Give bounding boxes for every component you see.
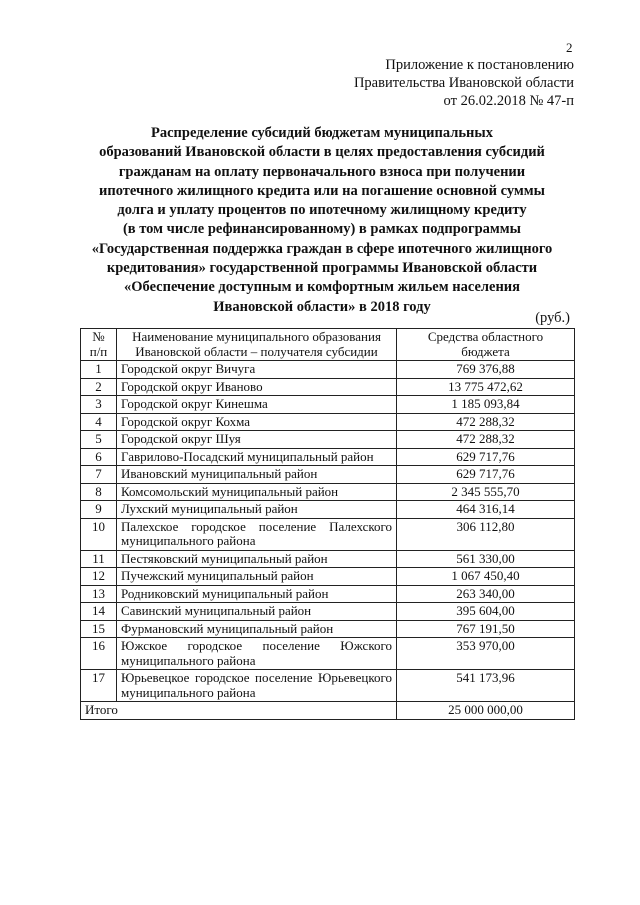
row-amount: 2 345 555,70 [397, 483, 575, 501]
row-number: 14 [81, 603, 117, 621]
appendix-line: Приложение к постановлению [385, 57, 574, 73]
total-amount: 25 000 000,00 [397, 702, 575, 720]
table-row [81, 501, 575, 519]
row-name: Юрьевецкое городское поселение Юрьевецкого муниципального района [117, 670, 397, 702]
table-row [81, 550, 575, 568]
row-amount: 464 316,14 [397, 501, 575, 519]
row-number: 10 [81, 518, 117, 550]
table-row [81, 638, 575, 670]
row-name: Ивановский муниципальный район [117, 466, 397, 484]
row-name: Фурмановский муниципальный район [117, 620, 397, 638]
table-row [81, 413, 575, 431]
title-line: долга и уплату процентов по ипотечному жилищному кредиту [117, 202, 527, 219]
row-number: 11 [81, 550, 117, 568]
row-number: 13 [81, 585, 117, 603]
row-number: 5 [81, 431, 117, 449]
row-amount: 629 717,76 [397, 448, 575, 466]
row-amount: 561 330,00 [397, 550, 575, 568]
title-line: гражданам на оплату первоначального взноса при получении [118, 163, 526, 180]
row-number: 4 [81, 413, 117, 431]
row-amount: 306 112,80 [397, 518, 575, 550]
table-row [81, 361, 575, 379]
row-name: Савинский муниципальный район [117, 603, 397, 621]
title-line: Распределение субсидий бюджетам муниципальных [151, 125, 493, 141]
total-row [81, 702, 575, 720]
header-amount: Средства областного бюджета [397, 329, 575, 361]
row-number: 12 [81, 568, 117, 586]
title-line: образований Ивановской области в целях предоставления субсидий [99, 144, 545, 161]
appendix-line: от 26.02.2018 № 47-п [443, 93, 574, 109]
title-line: ипотечного жилищного кредита или на погашение основной суммы [99, 182, 545, 199]
table-row [81, 518, 575, 550]
row-number: 3 [81, 396, 117, 414]
page-number: 2 [566, 40, 573, 55]
table-row [81, 483, 575, 501]
row-amount: 767 191,50 [397, 620, 575, 638]
table-row [81, 620, 575, 638]
row-number: 2 [81, 378, 117, 396]
row-number: 17 [81, 670, 117, 702]
row-name: Палехское городское поселение Палехского муниципального района [117, 518, 397, 550]
row-name: Гаврилово-Посадский муниципальный район [117, 448, 397, 466]
row-amount: 472 288,32 [397, 413, 575, 431]
row-name: Городской округ Вичуга [117, 361, 397, 379]
row-amount: 353 970,00 [397, 638, 575, 670]
row-amount: 541 173,96 [397, 670, 575, 702]
row-amount: 13 775 472,62 [397, 378, 575, 396]
row-name: Южское городское поселение Южского муниципального района [117, 638, 397, 670]
row-amount: 472 288,32 [397, 431, 575, 449]
table-header-row [81, 329, 575, 361]
table-row [81, 585, 575, 603]
row-amount: 395 604,00 [397, 603, 575, 621]
table-row [81, 670, 575, 702]
row-number: 8 [81, 483, 117, 501]
total-label: Итого [81, 702, 397, 720]
row-name: Городской округ Иваново [117, 378, 397, 396]
row-number: 7 [81, 466, 117, 484]
appendix-block [174, 56, 574, 110]
header-number: № п/п [81, 329, 117, 361]
row-number: 1 [81, 361, 117, 379]
row-number: 15 [81, 620, 117, 638]
row-name: Лухский муниципальный район [117, 501, 397, 519]
row-name: Родниковский муниципальный район [117, 585, 397, 603]
row-name: Городской округ Кинешма [117, 396, 397, 414]
row-name: Пестяковский муниципальный район [117, 550, 397, 568]
row-name: Городской округ Шуя [117, 431, 397, 449]
row-amount: 1 185 093,84 [397, 396, 575, 414]
subsidy-table [80, 328, 575, 720]
title-line: «Обеспечение доступным и комфортным жильем населения [123, 279, 521, 296]
title-line: кредитования» государственной программы Ивановской области [106, 260, 538, 277]
row-name: Пучежский муниципальный район [117, 568, 397, 586]
table-row [81, 448, 575, 466]
table-row [81, 466, 575, 484]
row-amount: 1 067 450,40 [397, 568, 575, 586]
table-row [81, 431, 575, 449]
currency-note: (руб.) [535, 310, 570, 326]
title-line: «Государственная поддержка граждан в сфере ипотечного жилищного [91, 240, 553, 257]
table-row [81, 378, 575, 396]
row-amount: 263 340,00 [397, 585, 575, 603]
appendix-line: Правительства Ивановской области [353, 75, 574, 91]
row-number: 9 [81, 501, 117, 519]
row-amount: 769 376,88 [397, 361, 575, 379]
table-row [81, 568, 575, 586]
title-line: Ивановской области» в 2018 году [213, 298, 431, 315]
table-body [81, 361, 575, 702]
table-row [81, 396, 575, 414]
row-name: Комсомольский муниципальный район [117, 483, 397, 501]
row-amount: 629 717,76 [397, 466, 575, 484]
title-line: (в том числе рефинансированному) в рамках подпрограммы [122, 221, 522, 238]
row-number: 6 [81, 448, 117, 466]
document-title [60, 124, 584, 317]
row-number: 16 [81, 638, 117, 670]
table-row [81, 603, 575, 621]
header-name: Наименование муниципального образования Ивановской области – получателя субсидии [117, 329, 397, 361]
row-name: Городской округ Кохма [117, 413, 397, 431]
